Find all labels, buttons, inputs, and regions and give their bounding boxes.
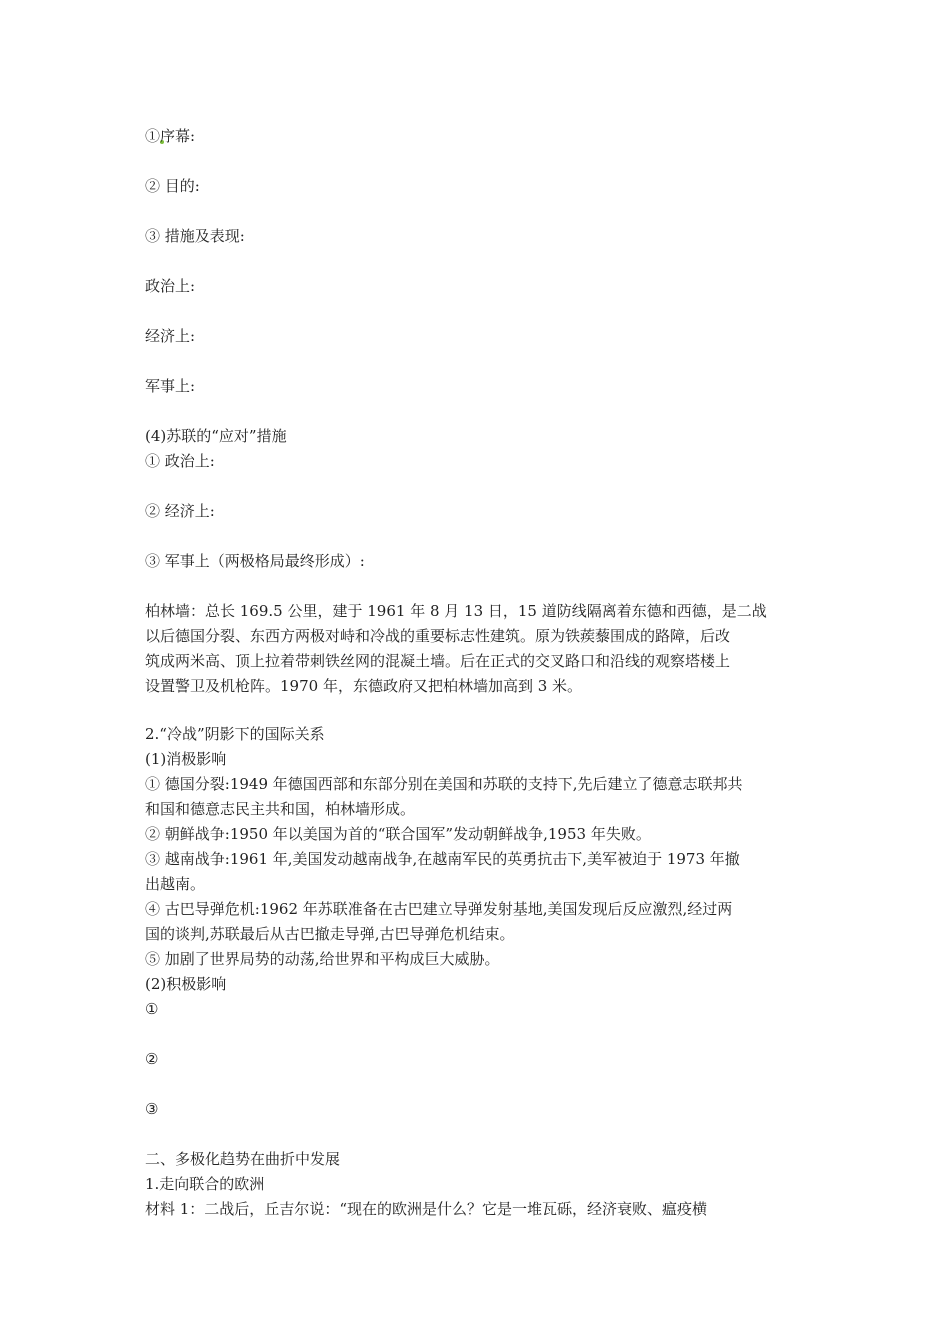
paragraph-line: ② 朝鲜战争:1950 年以美国为首的“联合国军”发动朝鲜战争,1953 年失败。 (145, 825, 651, 843)
paragraph-line: 出越南。 (145, 875, 206, 893)
text-line: ①序幕: (145, 127, 196, 145)
paragraph-line: ① 德国分裂:1949 年德国西部和东部分别在美国和苏联的支持下,先后建立了德意志联邦共 (145, 775, 743, 793)
text-line: (4)苏联的“应对”措施 (145, 427, 287, 445)
subsection-heading: (1)消极影响 (145, 750, 227, 768)
paragraph-line: 国的谈判,苏联最后从古巴撤走导弹,古巴导弹危机结束。 (145, 925, 515, 943)
text-line: ① (145, 1000, 159, 1018)
paragraph-line: 设置警卫及机枪阵。1970 年，东德政府又把柏林墙加高到 3 米。 (145, 677, 583, 695)
paragraph-line: 和国和德意志民主共和国，柏林墙形成。 (145, 800, 416, 818)
text-line: ② 目的: (145, 177, 200, 195)
text-line: 军事上: (145, 377, 196, 395)
text-line: ② (145, 1050, 159, 1068)
section-heading: 2.“冷战”阴影下的国际关系 (145, 725, 325, 743)
paragraph-line: 柏林墙：总长 169.5 公里，建于 1961 年 8 月 13 日，15 道防线隔离着东德和西德，是二战 (145, 602, 767, 620)
text-line: ③ 军事上（两极格局最终形成）: (145, 552, 365, 570)
text-line: ② 经济上: (145, 502, 215, 520)
section-heading: 二、多极化趋势在曲折中发展 (145, 1150, 341, 1168)
text-line: ③ (145, 1100, 159, 1118)
subsection-heading: (2)积极影响 (145, 975, 227, 993)
paragraph-line: 筑成两米高、顶上拉着带刺铁丝网的混凝土墙。后在正式的交叉路口和沿线的观察塔楼上 (145, 652, 731, 670)
subsection-heading: 1.走向联合的欧洲 (145, 1175, 265, 1193)
paragraph-line: 材料 1：二战后，丘吉尔说：“现在的欧洲是什么？它是一堆瓦砾，经济衰败、瘟疫横 (145, 1200, 707, 1218)
text-line: 政治上: (145, 277, 196, 295)
text-line: ① 政治上: (145, 452, 215, 470)
paragraph-line: ③ 越南战争:1961 年,美国发动越南战争,在越南军民的英勇抗击下,美军被迫于 1973 年撤 (145, 850, 740, 868)
paragraph-line: ④ 古巴导弹危机:1962 年苏联准备在古巴建立导弹发射基地,美国发现后反应激烈,经过两 (145, 900, 733, 918)
text-line: ③ 措施及表现: (145, 227, 245, 245)
text-line: 经济上: (145, 327, 196, 345)
paragraph-line: ⑤ 加剧了世界局势的动荡,给世界和平构成巨大威胁。 (145, 950, 500, 968)
paragraph-line: 以后德国分裂、东西方两极对峙和冷战的重要标志性建筑。原为铁蒺藜围成的路障，后改 (145, 627, 731, 645)
